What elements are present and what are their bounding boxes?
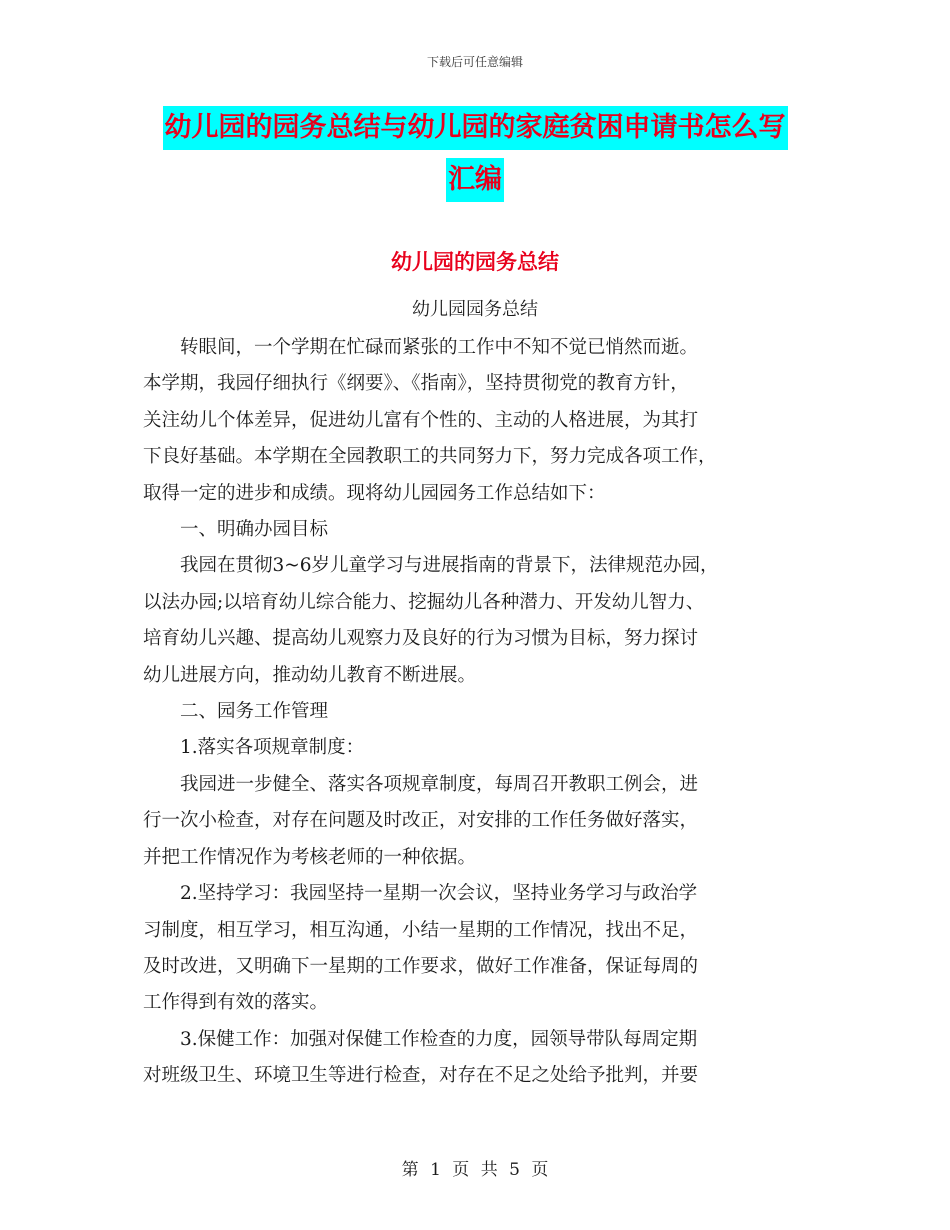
paragraph-intro: 转眼间，一个学期在忙碌而紧张的工作中不知不觉已悄然而逝。 本学期，我园仔细执行《纲要》、《指南》，坚持贯彻党的教育方针， 关注幼儿个体差异，促进幼儿富有个性的、主动的人格进展，为其打 下良好基础。本学期在全园教职工的共同努力下，努力完成各项工作， 取得一定的进步和成绩。现将幼儿园园务工作总结如下： bbox=[143, 337, 717, 504]
title-line-1: 幼儿园的园务总结与幼儿园的家庭贫困申请书怎么写 bbox=[163, 106, 788, 150]
heading-rules: 1.落实各项规章制度： bbox=[180, 737, 365, 759]
header-note: 下载后可任意编辑 bbox=[426, 55, 523, 69]
document-body bbox=[143, 330, 809, 1095]
document-title bbox=[140, 106, 810, 202]
section-heading: 幼儿园的园务总结 bbox=[391, 250, 559, 274]
paragraph-health: 3.保健工作：加强对保健工作检查的力度，园领导带队每周定期 对班级卫生、环境卫生等进行检查，对存在不足之处给予批判，并要 bbox=[143, 1028, 699, 1087]
heading-goal: 一、明确办园目标 bbox=[180, 519, 329, 541]
subheading: 幼儿园园务总结 bbox=[412, 299, 538, 320]
title-line-2: 汇编 bbox=[446, 158, 504, 202]
paragraph-study: 2.坚持学习：我园坚持一星期一次会议，坚持业务学习与政治学 习制度，相互学习，相互沟通，小结一星期的工作情况，找出不足， 及时改进，又明确下一星期的工作要求，做好工作准备，保证每周的 工作得到有效的落实。 bbox=[143, 883, 699, 1014]
heading-management: 二、园务工作管理 bbox=[180, 701, 329, 723]
page-footer: 第 1 页 共 5 页 bbox=[401, 1160, 549, 1180]
paragraph-goal: 我园在贯彻3~6岁儿童学习与进展指南的背景下，法律规范办园， 以法办园;以培育幼儿综合能力、挖掘幼儿各种潜力、开发幼儿智力、 培育幼儿兴趣、提高幼儿观察力及良好的行为习惯为目标，努力探讨 幼儿进展方向，推动幼儿教育不断进展。 bbox=[143, 555, 719, 686]
paragraph-rules: 我园进一步健全、落实各项规章制度，每周召开教职工例会，进 行一次小检查，对存在问题及时改正，对安排的工作任务做好落实， 并把工作情况作为考核老师的一种依据。 bbox=[143, 773, 699, 868]
